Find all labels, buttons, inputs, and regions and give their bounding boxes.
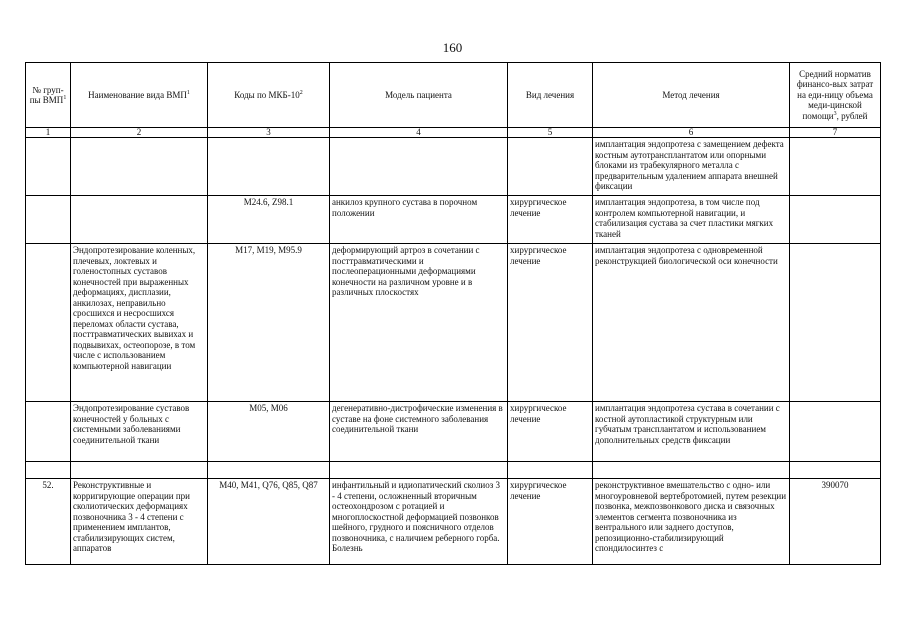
cell-model: инфантильный и идиопатический сколиоз 3 - 4 степени, осложненный вторичным остеохондрозом с ротацией и многоплоскостной деформацией позвонков шейного, грудного и поясничного отделов позвоночника, с наличием реберного горба. Болезнь	[330, 479, 508, 565]
table-row	[26, 479, 881, 565]
column-number: 5	[508, 128, 593, 138]
cell-codes: M40, M41, Q76, Q85, Q87	[208, 479, 330, 565]
header-group: № груп-пы ВМП$^1$	[26, 63, 71, 128]
cell-cost	[790, 402, 881, 462]
cell-method: реконструктивное вмешательство с одно- или многоуровневой вертебротомией, путем резекции позвонка, межпозвонкового диска и связочных элементов сегмента позвоночника из вентрального или заднего доступов, репозиционно-стабилизирующий спондилосинтез с	[593, 479, 790, 565]
cell-treatment-type: хирургическое лечение	[508, 244, 593, 402]
column-number: 7	[790, 128, 881, 138]
header-row	[26, 63, 881, 128]
column-number: 2	[71, 128, 208, 138]
cell-cost	[790, 196, 881, 244]
spacer-row	[26, 462, 881, 479]
header-codes: Коды по МКБ-$10^2$	[208, 63, 330, 128]
cell-name	[71, 196, 208, 244]
column-number-row	[26, 128, 881, 138]
cell-method: имплантация эндопротеза, в том числе под контролем компьютерной навигации, и стабилизация сустава за счет пластики мягких тканей	[593, 196, 790, 244]
header-method: Метод лечения	[593, 63, 790, 128]
spacer-cell	[508, 462, 593, 479]
header-treatment-type: Вид лечения	[508, 63, 593, 128]
cell-treatment-type	[508, 138, 593, 196]
cell-treatment-type: хирургическое лечение	[508, 196, 593, 244]
cell-group	[26, 196, 71, 244]
cell-group	[26, 244, 71, 402]
header-model: Модель пациента	[330, 63, 508, 128]
cell-treatment-type: хирургическое лечение	[508, 402, 593, 462]
cell-codes: M05, M06	[208, 402, 330, 462]
cell-name	[71, 138, 208, 196]
cell-method: имплантация эндопротеза с одновременной реконструкцией биологической оси конечности	[593, 244, 790, 402]
spacer-cell	[71, 462, 208, 479]
cell-codes: M24.6, Z98.1	[208, 196, 330, 244]
cell-model: дегенеративно-дистрофические изменения в суставе на фоне системного заболевания соединительной ткани	[330, 402, 508, 462]
cell-group: 52.	[26, 479, 71, 565]
cell-method: имплантация эндопротеза сустава в сочетании с костной аутопластикой структурным или губчатым трансплантатом и использованием дополнительных средств фиксации	[593, 402, 790, 462]
cell-codes	[208, 138, 330, 196]
header-name: Наименование вида ВМП$^1$	[71, 63, 208, 128]
spacer-cell	[330, 462, 508, 479]
column-number: 1	[26, 128, 71, 138]
cell-method: имплантация эндопротеза с замещением дефекта костным аутотрансплантатом или опорными блоками из трабекулярного металла с предварительным удалением аппарата внешней фиксации	[593, 138, 790, 196]
column-number: 3	[208, 128, 330, 138]
cell-codes: M17, M19, M95.9	[208, 244, 330, 402]
cell-name: Эндопротезирование суставов конечностей у больных с системными заболеваниями соединительной ткани	[71, 402, 208, 462]
cell-cost: 390070	[790, 479, 881, 565]
column-number: 6	[593, 128, 790, 138]
table-row	[26, 138, 881, 196]
header-cost: Средний норматив финансо-вых затрат на еди-ницу объема меди-цинской помощи$^3$, рублей	[790, 63, 881, 128]
cell-name: Эндопротезирование коленных, плечевых, локтевых и голеностопных суставов конечностей при выраженных деформациях, дисплазии, анкилозах, неправильно сросшихся и несросшихся переломах области сустава, посттравматических вывихах и подвывихах, остеопорозе, в том числе с использованием компьютерной навигации	[71, 244, 208, 402]
cell-group	[26, 402, 71, 462]
spacer-cell	[208, 462, 330, 479]
page-number: 160	[442, 40, 463, 55]
cell-name: Реконструктивные и корригирующие операции при сколиотических деформациях позвоночника 3 - 4 степени с применением имплантов, стабилизирующих систем, аппаратов	[71, 479, 208, 565]
cell-cost	[790, 138, 881, 196]
spacer-cell	[790, 462, 881, 479]
column-number: 4	[330, 128, 508, 138]
cell-cost	[790, 244, 881, 402]
cell-treatment-type: хирургическое лечение	[508, 479, 593, 565]
table-row	[26, 402, 881, 462]
spacer-cell	[26, 462, 71, 479]
vmp-table	[25, 62, 881, 565]
cell-model: деформирующий артроз в сочетании с посттравматическими и послеоперационными деформациями конечности на различном уровне и в различных плоскостях	[330, 244, 508, 402]
table-row	[26, 244, 881, 402]
cell-group	[26, 138, 71, 196]
spacer-cell	[593, 462, 790, 479]
cell-model: анкилоз крупного сустава в порочном положении	[330, 196, 508, 244]
table-row	[26, 196, 881, 244]
cell-model	[330, 138, 508, 196]
